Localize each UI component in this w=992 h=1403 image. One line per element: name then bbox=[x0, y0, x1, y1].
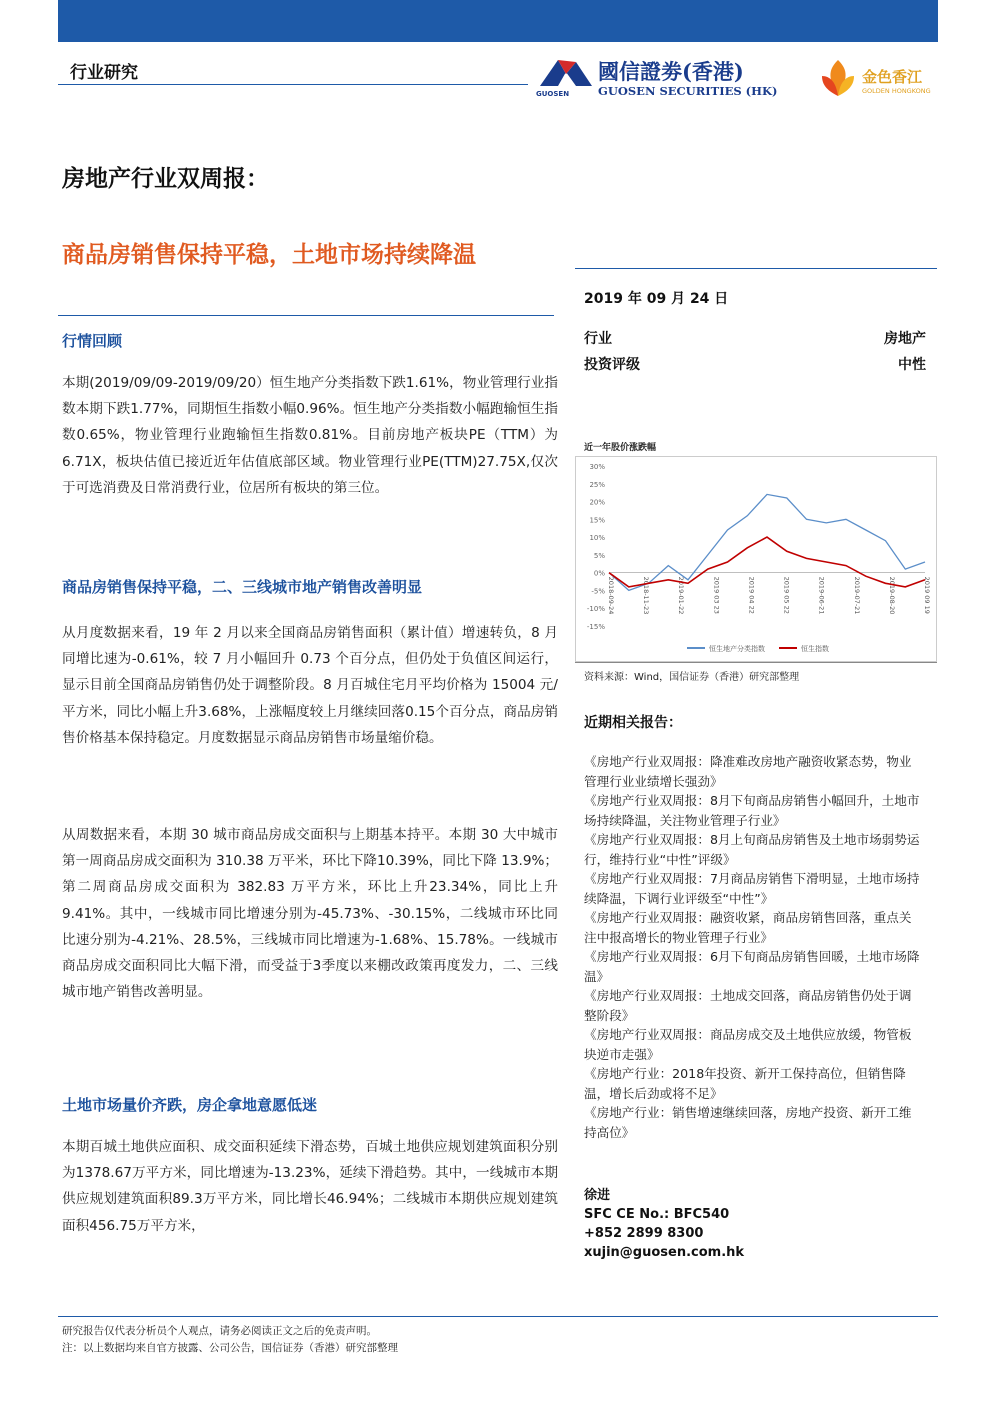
brand-name-en: GUOSEN SECURITIES (HK) bbox=[598, 84, 778, 98]
related-report-item[interactable]: 《房地产行业双周报：降准难改房地产融资收紧态势，物业管理行业业绩增长强劲》 bbox=[584, 754, 912, 789]
legend-label: 恒生指数 bbox=[801, 645, 829, 653]
price-change-chart bbox=[575, 456, 937, 662]
header-rule bbox=[58, 84, 528, 85]
partner-name-en: GOLDEN HONGKONG bbox=[862, 87, 931, 95]
y-tick-label: 25% bbox=[589, 480, 605, 489]
y-tick-label: -10% bbox=[586, 605, 605, 614]
y-tick-label: 0% bbox=[593, 569, 605, 578]
section-paragraph: 从月度数据来看，19 年 2 月以来全国商品房销售面积（累计值）增速转负，8 月同增比速为-0.61%，较 7 月小幅回升 0.73 个百分点，但仍处于负值区间运行，显示目前全国商品房销售仍处于调整阶段。8 月百城住宅月平均价格为 15004 元/平方米，同比小幅上升3.68%，上涨幅度较上月继续回落0.15个百分点，商品房销售价格基本保持稳定。月度数据显示商品房销售市场量缩价稳。 bbox=[62, 625, 558, 746]
brand-logo bbox=[536, 54, 936, 102]
y-tick-label: 30% bbox=[589, 463, 605, 471]
chart-source-rule bbox=[575, 662, 937, 663]
section-paragraph: 从周数据来看，本期 30 城市商品房成交面积与上期基本持平。本期 30 大中城市第一周商品房成交面积为 310.38 万平米，环比下降10.39%，同比下降 13.9%；第二周商品房成交面积为 382.83 万平方米，环比上升23.34%，同比上升9.41%。其中，一线城市同比增速分别为-45.73%、-30.15%，二线城市环比同比速分别为-4.21%、28.5%，三线城市同比增速为-1.68%、15.78%。一线城市商品房成交面积同比大幅下滑，而受益于3季度以来棚改政策再度发力，二、三线城市地产销售改善明显。 bbox=[62, 827, 558, 1001]
rating-label: 投资评级 bbox=[584, 357, 640, 373]
series-line bbox=[609, 537, 925, 587]
analyst-phone: +852 2899 8300 bbox=[584, 1226, 704, 1241]
brand-name-cn: 國信證劵(香港) bbox=[598, 59, 744, 84]
y-tick-label: -15% bbox=[586, 623, 605, 631]
related-report-item[interactable]: 《房地产行业双周报：8月下旬商品房销售小幅回升，土地市场持续降温，关注物业管理子行业》 bbox=[584, 793, 920, 828]
related-reports-title: 近期相关报告： bbox=[584, 715, 682, 731]
guosen-logo-icon bbox=[536, 56, 594, 90]
x-tick-label: 2019-06-21 bbox=[817, 576, 826, 615]
section-heading: 土地市场量价齐跌，房企拿地意愿低迷 bbox=[62, 1096, 318, 1114]
rating-value: 中性 bbox=[898, 357, 926, 373]
analyst-email[interactable]: xujin@guosen.com.hk bbox=[584, 1245, 745, 1260]
report-title: 房地产行业双周报： bbox=[62, 165, 269, 192]
chart-canvas bbox=[575, 456, 937, 662]
section-paragraph: 本期(2019/09/09-2019/09/20）恒生地产分类指数下跌1.61%，物业管理行业指数本期下跌1.77%，同期恒生指数小幅0.96%。恒生地产分类指数小幅跑输恒生指数0.65%，物业管理行业跑输恒生指数0.81%。目前房地产板块PE（TTM）为6.71X，板块估值已接近近年估值底部区域。物业管理行业PE(TTM)27.75X,仅次于可选消费及日常消费行业，位居所有板块的第三位。 bbox=[62, 375, 558, 496]
industry-value: 房地产 bbox=[884, 331, 926, 347]
related-reports-list bbox=[584, 752, 924, 1142]
x-tick-label: 2019 05 22 bbox=[782, 576, 791, 614]
x-tick-label: 2019-01-22 bbox=[677, 576, 686, 615]
x-tick-label: 2019-07-21 bbox=[852, 576, 861, 615]
title-rule bbox=[58, 315, 554, 316]
section-heading: 商品房销售保持平稳，二、三线城市地产销售改善明显 bbox=[62, 578, 423, 596]
report-category: 行业研究 bbox=[70, 63, 138, 83]
x-tick-label: 2018-11-23 bbox=[642, 576, 651, 615]
related-report-item[interactable]: 《房地产行业双周报：土地成交回落，商品房销售仍处于调整阶段》 bbox=[584, 988, 912, 1023]
brand-small-text: GUOSEN bbox=[536, 90, 570, 98]
y-tick-label: 10% bbox=[589, 534, 605, 543]
analyst-info bbox=[584, 1186, 744, 1262]
report-subtitle: 商品房销售保持平稳，土地市场持续降温 bbox=[62, 241, 476, 268]
related-report-item[interactable]: 《房地产行业双周报：6月下旬商品房销售回暖，土地市场降温》 bbox=[584, 949, 920, 984]
x-tick-label: 2019 09 19 bbox=[923, 576, 931, 614]
related-report-item[interactable]: 《房地产行业双周报：8月上旬商品房销售及土地市场弱势运行，维持行业“中性”评级》 bbox=[584, 832, 920, 867]
y-tick-label: 20% bbox=[589, 498, 605, 507]
footer bbox=[62, 1323, 398, 1357]
chart-title: 近一年股价涨跌幅 bbox=[584, 443, 657, 453]
analyst-license: SFC CE No.: BFC540 bbox=[584, 1207, 730, 1222]
sidebar-rule bbox=[575, 268, 937, 269]
related-report-item[interactable]: 《房地产行业双周报：7月商品房销售下滑明显，土地市场持续降温，下调行业评级至“中性”》 bbox=[584, 871, 920, 906]
footer-rule bbox=[58, 1316, 938, 1317]
related-report-item[interactable]: 《房地产行业双周报：融资收紧，商品房销售回落，重点关注中报高增长的物业管理子行业》 bbox=[584, 910, 912, 945]
partner-name-cn: 金色香江 bbox=[862, 68, 923, 86]
x-tick-label: 2019 04 22 bbox=[747, 576, 756, 614]
section-heading: 行情回顾 bbox=[62, 332, 123, 350]
footer-disclaimer: 研究报告仅代表分析员个人观点，请务必阅读正文之后的免责声明。 bbox=[62, 1325, 377, 1337]
top-banner bbox=[58, 0, 938, 42]
y-tick-label: 5% bbox=[593, 551, 605, 560]
related-report-item[interactable]: 《房地产行业双周报：商品房成交及土地供应放缓，物管板块逆市走强》 bbox=[584, 1027, 912, 1062]
series-line bbox=[609, 494, 925, 590]
chart-frame bbox=[576, 457, 937, 662]
footer-note: 注：以上数据均来自官方披露、公司公告，国信证券（香港）研究部整理 bbox=[62, 1342, 398, 1354]
y-tick-label: -5% bbox=[591, 587, 605, 596]
analyst-name: 徐进 bbox=[584, 1188, 611, 1203]
chart-source: 资料来源：Wind，国信证券（香港）研究部整理 bbox=[584, 672, 800, 683]
y-tick-label: 15% bbox=[589, 516, 605, 525]
industry-label: 行业 bbox=[584, 331, 612, 347]
x-tick-label: 2019 03 23 bbox=[712, 576, 721, 614]
x-tick-label: 2019-08-20 bbox=[887, 576, 896, 615]
related-report-item[interactable]: 《房地产行业：2018年投资、新开工保持高位，但销售降温，增长后劲或将不足》 bbox=[584, 1066, 906, 1101]
report-date: 2019 年 09 月 24 日 bbox=[584, 291, 729, 307]
section-paragraph: 本期百城土地供应面积、成交面积延续下滑态势，百城土地供应规划建筑面积分别为1378.67万平方米，同比增速为-13.23%，延续下滑趋势。其中，一线城市本期供应规划建筑面积89.3万平方米，同比增长46.94%；二线城市本期供应规划建筑面积456.75万平方米， bbox=[62, 1139, 558, 1234]
related-report-item[interactable]: 《房地产行业：销售增速继续回落，房地产投资、新开工维持高位》 bbox=[584, 1105, 912, 1140]
legend-label: 恒生地产分类指数 bbox=[709, 645, 765, 653]
golden-hongkong-logo-icon bbox=[816, 56, 860, 100]
x-tick-label: 2018-09-24 bbox=[607, 576, 615, 615]
